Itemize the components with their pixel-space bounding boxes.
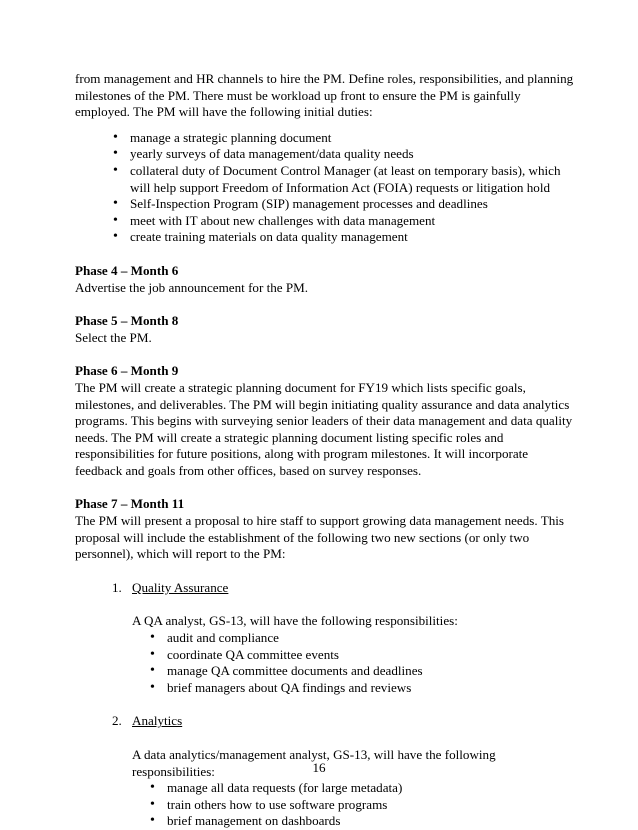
section-intro: A data analytics/management analyst, GS-13, will have the following responsibilities: (132, 747, 496, 779)
list-item: • Self-Inspection Program (SIP) management processes and deadlines (113, 196, 578, 213)
phase-text: Advertise the job announcement for the PM. (75, 279, 309, 295)
phase-text: The PM will create a strategic planning document for FY19 which lists specific goals, milestones, and deliverables. The PM will begin initiating quality assurance and data analytics programs. This begins with surveying senior leaders of their data management and data quality needs. The PM will create a strategic planning document listing specific roles and responsibilities for future positions, along with program milestones. It will incorporate feedback and goals from other offices, based on survey responses. (75, 379, 573, 478)
phase-text: The PM will present a proposal to hire staff to support growing data management needs. This proposal will include the establishment of the following two new sections (or only two personnel), which will report to the PM: (75, 513, 564, 562)
section-name: Quality Assurance (132, 579, 229, 595)
responsibilities-list (132, 630, 578, 696)
list-item: • brief management on dashboards (150, 813, 578, 830)
phase-heading: Phase 6 – Month 9 (75, 363, 179, 379)
list-item: • manage QA committee documents and deadlines (150, 663, 578, 680)
list-item: • audit and compliance (150, 630, 578, 647)
list-item: • meet with IT about new challenges with data management (113, 213, 578, 230)
phase-heading: Phase 4 – Month 6 (75, 262, 179, 278)
phase-6 (75, 363, 578, 479)
list-item: • create training materials on data quality management (113, 229, 578, 246)
list-item: • collateral duty of Document Control Manager (at least on temporary basis), which will help support Freedom of Information Act (FOIA) requests or litigation hold (113, 163, 578, 196)
duties-list (75, 130, 578, 246)
section-number: 2. (112, 713, 122, 729)
list-item: • train others how to use software programs (150, 797, 578, 814)
page-number: 16 (312, 760, 326, 775)
phase-heading: Phase 5 – Month 8 (75, 313, 179, 329)
section-quality-assurance (112, 580, 578, 697)
section-number: 1. (112, 579, 122, 595)
phase-heading: Phase 7 – Month 11 (75, 496, 185, 512)
intro-paragraph: from management and HR channels to hire the PM. Define roles, responsibilities, and planning milestones of the PM. There must be workload up front to ensure the PM is gainfully employed. The PM will have the following initial duties: (75, 71, 574, 120)
list-item: • yearly surveys of data management/data quality needs (113, 146, 578, 163)
section-name: Analytics (132, 713, 183, 729)
phase-text: Select the PM. (75, 329, 152, 345)
list-item: • manage a strategic planning document (113, 130, 578, 147)
new-sections-list (75, 580, 578, 830)
list-item: • brief managers about QA findings and reviews (150, 680, 578, 697)
responsibilities-list (132, 780, 578, 830)
phase-4 (75, 263, 578, 296)
phase-5 (75, 313, 578, 346)
list-item: • manage all data requests (for large metadata) (150, 780, 578, 797)
list-item: • coordinate QA committee events (150, 647, 578, 664)
section-intro: A QA analyst, GS-13, will have the following responsibilities: (132, 613, 458, 629)
phase-7 (75, 496, 578, 562)
